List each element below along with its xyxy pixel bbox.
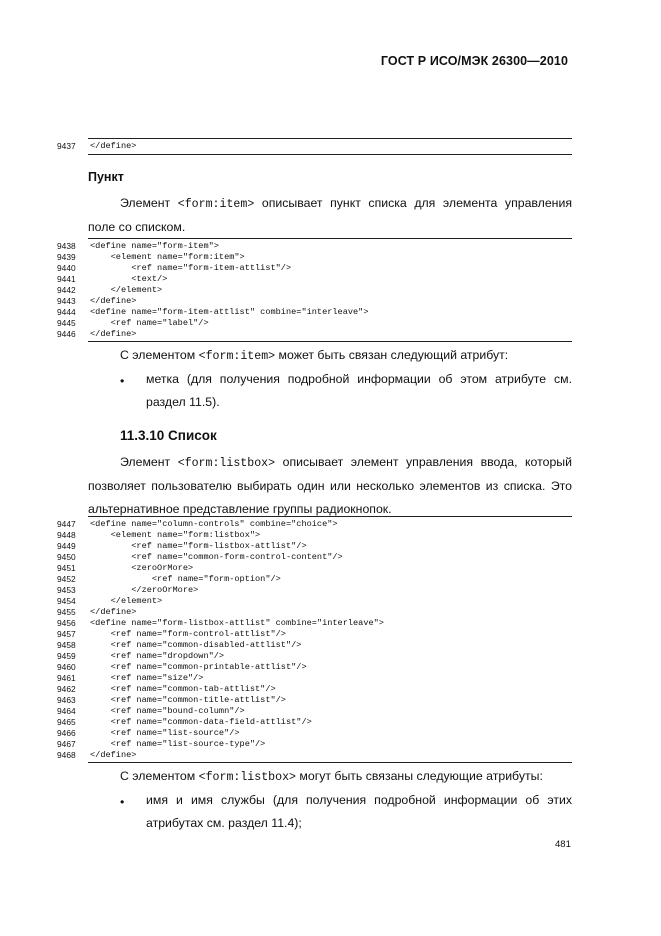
line-number: 9446: [57, 329, 76, 339]
line-number: 9457: [57, 629, 76, 639]
code-line: [0, 596, 661, 607]
code-line: [0, 141, 661, 152]
code-line: [0, 530, 661, 541]
code-text: </define>: [90, 607, 137, 617]
line-number: 9440: [57, 263, 76, 273]
code-line: [0, 618, 661, 629]
line-number: 9460: [57, 662, 76, 672]
code-rule-bottom: [88, 762, 572, 763]
line-number: 9459: [57, 651, 76, 661]
line-number: 9468: [57, 750, 76, 760]
code-text: <define name="form-item">: [90, 241, 219, 251]
line-number: 9466: [57, 728, 76, 738]
code-line: [0, 662, 661, 673]
line-number: 9465: [57, 717, 76, 727]
code-line: [0, 329, 661, 340]
code-text: <define name="form-listbox-attlist" combine="interleave">: [90, 618, 384, 628]
code-text: <define name="column-controls" combine="choice">: [90, 519, 338, 529]
code-text: </zeroOrMore>: [90, 585, 199, 595]
code-text: <define name="form-item-attlist" combine="interleave">: [90, 307, 369, 317]
line-number: 9448: [57, 530, 76, 540]
line-number: 9447: [57, 519, 76, 529]
inline-code: <form:listbox>: [198, 771, 297, 784]
code-line: [0, 241, 661, 252]
code-line: [0, 285, 661, 296]
code-line: [0, 629, 661, 640]
code-line: [0, 695, 661, 706]
code-text: <ref name="list-source"/>: [90, 728, 240, 738]
code-text: <ref name="common-title-attlist"/>: [90, 695, 286, 705]
line-number: 9456: [57, 618, 76, 628]
code-text: <ref name="common-printable-attlist"/>: [90, 662, 307, 672]
code-text: </define>: [90, 296, 137, 306]
code-text: <element name="form:item">: [90, 252, 245, 262]
header-title: ГОСТ Р ИСО/МЭК 26300—2010: [380, 54, 568, 68]
item-intro-paragraph: Элемент <form:item> описывает пункт списка для элемента управления поле со списком.: [88, 196, 572, 234]
code-line: [0, 263, 661, 274]
line-number: 9442: [57, 285, 76, 295]
line-number: 9463: [57, 695, 76, 705]
list-attrs-paragraph: С элементом <form:listbox> могут быть связаны следующие атрибуты:: [120, 769, 543, 784]
line-number: 9458: [57, 640, 76, 650]
code-line: [0, 252, 661, 263]
code-text: <ref name="label"/>: [90, 318, 209, 328]
list-intro-paragraph: Элемент <form:listbox> описывает элемент управления ввода, который позволяет пользователю выбирать один или несколько элементов из списка. Это альтернативное представление группы радиокнопок.: [88, 455, 573, 516]
code-line: [0, 651, 661, 662]
code-line: [0, 739, 661, 750]
code-text: <ref name="bound-column"/>: [90, 706, 245, 716]
code-line: [0, 318, 661, 329]
line-number: 9443: [57, 296, 76, 306]
code-rule-bottom: [88, 341, 572, 342]
code-line: [0, 541, 661, 552]
code-text: <element name="form:listbox">: [90, 530, 261, 540]
code-line: [0, 706, 661, 717]
line-number: 9461: [57, 673, 76, 683]
line-number: 9467: [57, 739, 76, 749]
code-text: <ref name="form-item-attlist"/>: [90, 263, 292, 273]
bullet-marker: •: [120, 795, 125, 809]
code-line: [0, 728, 661, 739]
code-text: <ref name="common-data-field-attlist"/>: [90, 717, 312, 727]
code-text: </element>: [90, 596, 163, 606]
code-line: [0, 274, 661, 285]
line-number: 9445: [57, 318, 76, 328]
code-line: [0, 563, 661, 574]
bullet-text: метка (для получения подробной информации об этом атрибуте см. раздел 11.5).: [146, 372, 572, 409]
code-rule-top: [88, 238, 572, 239]
code-text: <ref name="common-form-control-content"/>: [90, 552, 343, 562]
line-number: 9441: [57, 274, 76, 284]
code-text: <ref name="form-option"/>: [90, 574, 281, 584]
line-number: 9454: [57, 596, 76, 606]
code-line: [0, 296, 661, 307]
code-line: [0, 574, 661, 585]
code-line: [0, 717, 661, 728]
code-text: <text/>: [90, 274, 168, 284]
code-line: [0, 552, 661, 563]
code-text: </define>: [90, 141, 137, 151]
line-number: 9437: [57, 141, 76, 151]
page-number: 481: [555, 839, 571, 850]
code-text: <ref name="size"/>: [90, 673, 204, 683]
code-line: [0, 307, 661, 318]
code-text: <ref name="list-source-type"/>: [90, 739, 266, 749]
section-title-list: 11.3.10 Список: [120, 428, 217, 443]
line-number: 9462: [57, 684, 76, 694]
code-text: <zeroOrMore>: [90, 563, 194, 573]
bullet-text: имя и имя службы (для получения подробной информации об этих атрибутах см. раздел 11.4);: [146, 793, 572, 830]
code-text: <ref name="dropdown"/>: [90, 651, 225, 661]
line-number: 9451: [57, 563, 76, 573]
section-title-item: Пункт: [88, 170, 124, 184]
code-text: </define>: [90, 329, 137, 339]
code-line: [0, 750, 661, 761]
code-rule-top: [88, 138, 572, 139]
inline-code: <form:listbox>: [177, 457, 276, 470]
line-number: 9464: [57, 706, 76, 716]
bullet-marker: •: [120, 374, 125, 388]
code-line: [0, 519, 661, 530]
code-line: [0, 585, 661, 596]
line-number: 9453: [57, 585, 76, 595]
line-number: 9450: [57, 552, 76, 562]
code-rule-bottom: [88, 154, 572, 155]
code-text: <ref name="common-disabled-attlist"/>: [90, 640, 302, 650]
inline-code: <form:item>: [177, 198, 255, 211]
item-attrs-paragraph: С элементом <form:item> может быть связан следующий атрибут:: [120, 348, 509, 363]
line-number: 9455: [57, 607, 76, 617]
code-line: [0, 607, 661, 618]
line-number: 9438: [57, 241, 76, 251]
code-text: </element>: [90, 285, 163, 295]
code-line: [0, 673, 661, 684]
code-text: </define>: [90, 750, 137, 760]
line-number: 9452: [57, 574, 76, 584]
code-text: <ref name="form-listbox-attlist"/>: [90, 541, 307, 551]
code-line: [0, 640, 661, 651]
code-rule-top: [88, 516, 572, 517]
code-text: <ref name="form-control-attlist"/>: [90, 629, 286, 639]
code-line: [0, 684, 661, 695]
line-number: 9439: [57, 252, 76, 262]
line-number: 9444: [57, 307, 76, 317]
code-text: <ref name="common-tab-attlist"/>: [90, 684, 276, 694]
line-number: 9449: [57, 541, 76, 551]
inline-code: <form:item>: [198, 350, 276, 363]
